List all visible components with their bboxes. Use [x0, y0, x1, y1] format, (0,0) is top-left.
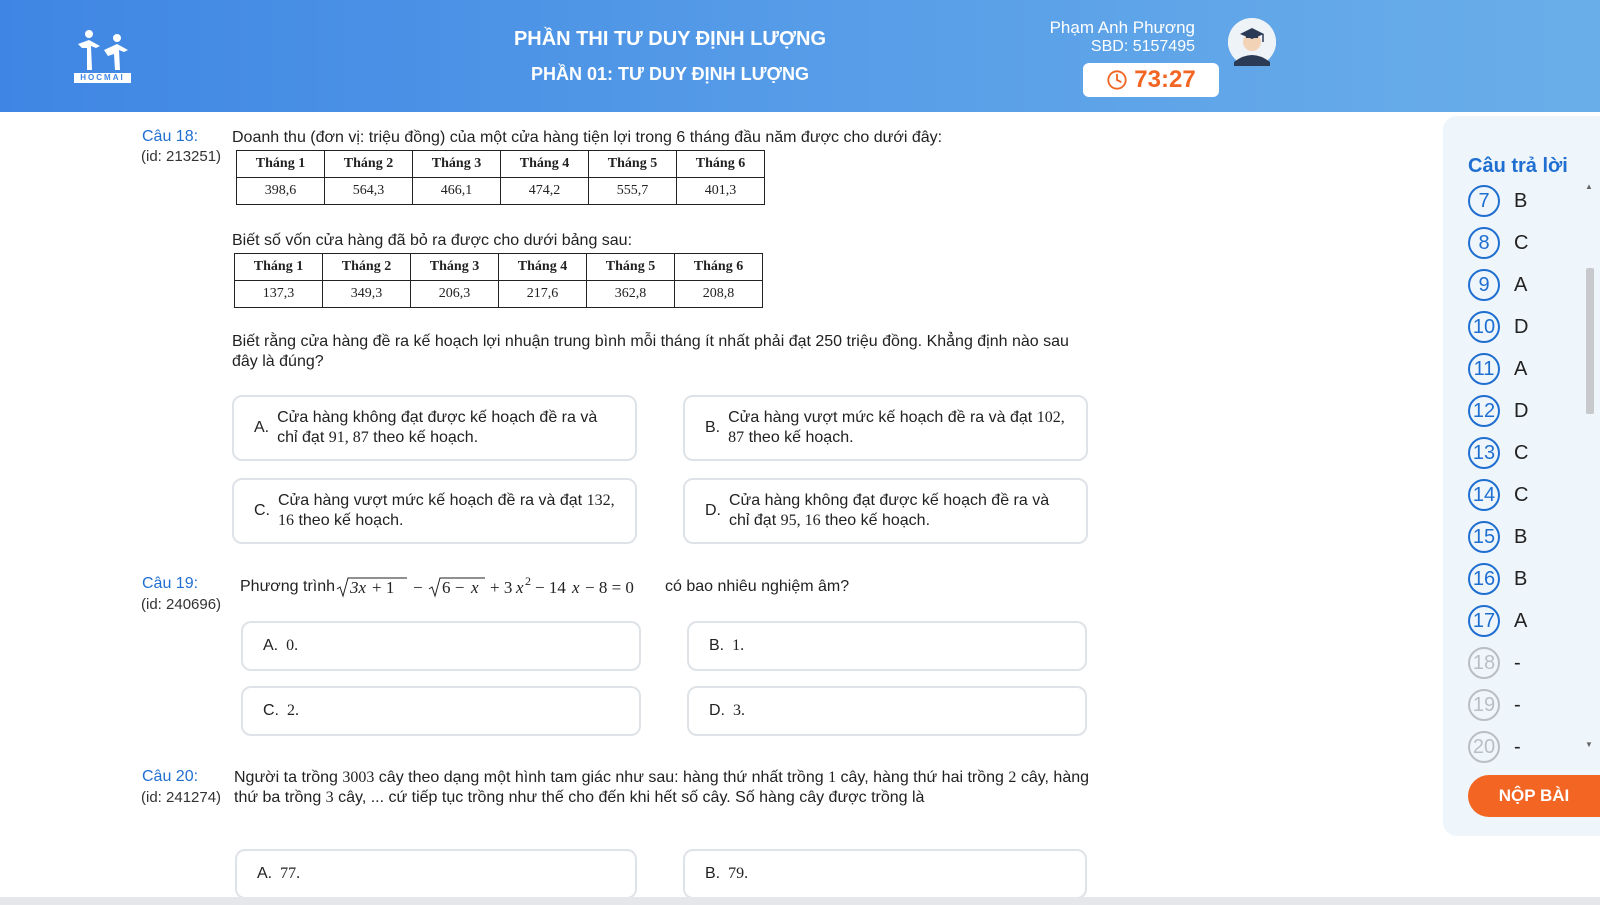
table-header-cell: Tháng 2	[325, 151, 413, 178]
option-letter: B.	[705, 865, 721, 882]
option-letter: A.	[254, 419, 270, 436]
table-cell: 466,1	[413, 178, 501, 205]
answer-item[interactable]	[1468, 642, 1578, 684]
svg-text:+ 3: + 3	[490, 578, 513, 597]
svg-text:2: 2	[525, 574, 532, 588]
q20-option-b[interactable]	[683, 849, 1087, 899]
option-text: Cửa hàng không đạt được kế hoạch đề ra và chỉ đạt 95, 16 theo kế hoạch.	[729, 492, 1050, 529]
question-number-badge[interactable]: 19	[1468, 689, 1500, 721]
header	[0, 0, 1600, 112]
answer-item[interactable]	[1468, 726, 1578, 768]
avatar[interactable]	[1228, 18, 1276, 66]
svg-text:−: −	[413, 578, 423, 597]
horizontal-scrollbar[interactable]	[0, 897, 1600, 905]
answer-value: C	[1514, 231, 1529, 254]
table-header-cell: Tháng 2	[323, 254, 411, 281]
scrollbar-thumb[interactable]	[1586, 268, 1594, 414]
option-text: 77.	[280, 865, 301, 882]
option-letter: D.	[709, 702, 725, 719]
q19-option-d[interactable]	[687, 686, 1087, 736]
answer-value: B	[1514, 567, 1528, 590]
table-cell: 349,3	[323, 281, 411, 308]
answer-value: B	[1514, 525, 1528, 548]
option-letter: B.	[705, 419, 721, 436]
svg-text:x: x	[471, 578, 479, 597]
q19-option-b[interactable]	[687, 621, 1087, 671]
answer-item[interactable]	[1468, 516, 1578, 558]
countdown-timer	[1083, 63, 1219, 97]
table-cell: 474,2	[501, 178, 589, 205]
table-header-cell: Tháng 3	[413, 151, 501, 178]
question-18-text: Biết rằng cửa hàng đề ra kế hoạch lợi nhuận trung bình mỗi tháng ít nhất phải đạt 250 triệu đồng. Khẳng định nào sau đây là đúng?	[232, 333, 1069, 370]
answer-value: C	[1514, 483, 1529, 506]
option-text: 2.	[287, 702, 299, 719]
table-row	[237, 151, 765, 178]
revenue-table	[236, 150, 765, 205]
q19-option-c[interactable]	[241, 686, 641, 736]
table-row	[235, 254, 763, 281]
user-sbd: SBD: 5157495	[1090, 38, 1195, 55]
option-text: Cửa hàng vượt mức kế hoạch đề ra và đạt 102, 87 theo kế hoạch.	[728, 409, 1065, 446]
q20-option-a[interactable]	[235, 849, 637, 899]
answer-value: A	[1514, 273, 1528, 296]
answer-item[interactable]	[1468, 474, 1578, 516]
answer-item[interactable]	[1468, 348, 1578, 390]
answer-value: D	[1514, 315, 1529, 338]
answer-item[interactable]	[1468, 264, 1578, 306]
question-20-label: Câu 20:	[142, 768, 199, 785]
q18-option-a[interactable]	[232, 395, 637, 461]
question-number-badge[interactable]: 15	[1468, 521, 1500, 553]
table-cell: 137,3	[235, 281, 323, 308]
graduate-avatar-icon	[1228, 18, 1276, 66]
equation-formula	[335, 575, 665, 599]
capital-table	[234, 253, 763, 308]
answer-sidebar-title: Câu trả lời	[1468, 155, 1568, 177]
svg-text:− 8 = 0: − 8 = 0	[585, 578, 634, 597]
submit-button[interactable]: NỘP BÀI	[1468, 775, 1600, 817]
table-cell: 217,6	[499, 281, 587, 308]
table-header-cell: Tháng 5	[587, 254, 675, 281]
svg-text:+ 1: + 1	[372, 578, 395, 597]
question-number-badge[interactable]: 12	[1468, 395, 1500, 427]
q18-option-d[interactable]	[683, 478, 1088, 544]
question-19-label: Câu 19:	[142, 575, 199, 592]
option-text: 3.	[733, 702, 745, 719]
question-number-badge[interactable]: 20	[1468, 731, 1500, 763]
question-number-badge[interactable]: 10	[1468, 311, 1500, 343]
table-row	[237, 178, 765, 205]
answer-list[interactable]	[1468, 180, 1578, 758]
option-letter: A.	[263, 637, 279, 654]
answer-item[interactable]	[1468, 306, 1578, 348]
question-number-badge[interactable]: 9	[1468, 269, 1500, 301]
answer-value: A	[1514, 609, 1528, 632]
table-cell: 564,3	[325, 178, 413, 205]
question-18-intro: Doanh thu (đơn vị: triệu đồng) của một cửa hàng tiện lợi trong 6 tháng đầu năm được cho dưới đây:	[232, 129, 943, 146]
answer-item[interactable]	[1468, 558, 1578, 600]
question-18-intro2: Biết số vốn cửa hàng đã bỏ ra được cho dưới bảng sau:	[232, 232, 633, 249]
table-header-cell: Tháng 4	[499, 254, 587, 281]
logo-text: HOCMAI	[74, 73, 131, 83]
answer-item[interactable]	[1468, 600, 1578, 642]
question-number-badge[interactable]: 13	[1468, 437, 1500, 469]
answer-value: C	[1514, 441, 1529, 464]
table-header-cell: Tháng 5	[589, 151, 677, 178]
svg-text:6 −: 6 −	[442, 578, 465, 597]
answer-value: -	[1514, 651, 1521, 674]
table-cell: 401,3	[677, 178, 765, 205]
table-row	[235, 281, 763, 308]
table-cell: 208,8	[675, 281, 763, 308]
answer-value: -	[1514, 735, 1521, 758]
scroll-up-arrow-icon[interactable]: ▲	[1585, 182, 1593, 191]
table-header-cell: Tháng 6	[675, 254, 763, 281]
answer-value: -	[1514, 693, 1521, 716]
table-header-cell: Tháng 1	[237, 151, 325, 178]
answer-value: B	[1514, 189, 1528, 212]
option-text: Cửa hàng không đạt được kế hoạch đề ra và chỉ đạt 91, 87 theo kế hoạch.	[277, 409, 598, 446]
svg-text:− 14: − 14	[535, 578, 566, 597]
table-cell: 206,3	[411, 281, 499, 308]
svg-text:3x: 3x	[350, 578, 367, 597]
option-letter: C.	[263, 702, 279, 719]
question-number-badge[interactable]: 16	[1468, 563, 1500, 595]
option-letter: B.	[709, 637, 725, 654]
q18-option-c[interactable]	[232, 478, 637, 544]
option-letter: D.	[705, 502, 721, 519]
question-list[interactable]	[0, 112, 1420, 905]
table-header-cell: Tháng 1	[235, 254, 323, 281]
page-title: PHẦN THI TƯ DUY ĐỊNH LƯỢNG	[513, 28, 827, 50]
answer-item[interactable]	[1468, 180, 1578, 222]
question-number-badge[interactable]: 18	[1468, 647, 1500, 679]
table-cell: 555,7	[589, 178, 677, 205]
option-text: 79.	[728, 865, 749, 882]
option-letter: A.	[257, 865, 273, 882]
question-20-text: Người ta trồng 3003 cây theo dạng một hình tam giác như sau: hàng thứ nhất trồng 1 cây, hàng thứ hai trồng 2 cây, hàng thứ ba trồng 3 cây, ... cứ tiếp tục trồng như thế cho đến khi hết số cây. Số hàng cây được trồng là	[234, 769, 1090, 806]
svg-text:x: x	[516, 578, 524, 597]
answer-item[interactable]	[1468, 684, 1578, 726]
table-header-cell: Tháng 6	[677, 151, 765, 178]
answer-item[interactable]	[1468, 432, 1578, 474]
table-header-cell: Tháng 4	[501, 151, 589, 178]
svg-text:x: x	[572, 578, 580, 597]
section-subtitle: PHẦN 01: TƯ DUY ĐỊNH LƯỢNG	[531, 64, 809, 84]
q18-option-b[interactable]	[683, 395, 1088, 461]
question-number-badge[interactable]: 14	[1468, 479, 1500, 511]
option-text: 1.	[732, 637, 745, 654]
question-number-badge[interactable]: 8	[1468, 227, 1500, 259]
question-18-id: (id: 213251)	[141, 148, 222, 165]
q19-option-a[interactable]	[241, 621, 641, 671]
question-18-label: Câu 18:	[142, 128, 199, 145]
question-19-id: (id: 240696)	[141, 596, 222, 613]
timer-value: 73:27	[1134, 66, 1196, 93]
user-name: Phạm Anh Phương	[1049, 18, 1195, 37]
table-header-cell: Tháng 3	[411, 254, 499, 281]
question-number-badge[interactable]: 17	[1468, 605, 1500, 637]
table-cell: 362,8	[587, 281, 675, 308]
option-letter: C.	[254, 502, 270, 519]
scroll-down-arrow-icon[interactable]: ▼	[1585, 740, 1593, 749]
option-text: Cửa hàng vượt mức kế hoạch đề ra và đạt 132, 16 theo kế hoạch.	[278, 492, 615, 529]
answer-item[interactable]	[1468, 390, 1578, 432]
clock-icon	[1106, 69, 1128, 91]
answer-value: A	[1514, 357, 1528, 380]
question-number-badge[interactable]: 11	[1468, 353, 1500, 385]
table-cell: 398,6	[237, 178, 325, 205]
answer-value: D	[1514, 399, 1529, 422]
option-text: 0.	[286, 637, 299, 654]
question-20-id: (id: 241274)	[141, 789, 222, 806]
answer-item[interactable]	[1468, 222, 1578, 264]
question-19-text: Phương trình 3x + 1 − 6 − x + 3 x 2 − 14 x − 8 = 0 có bao nhiêu nghiệm âm?	[240, 574, 850, 597]
question-number-badge[interactable]: 7	[1468, 185, 1500, 217]
